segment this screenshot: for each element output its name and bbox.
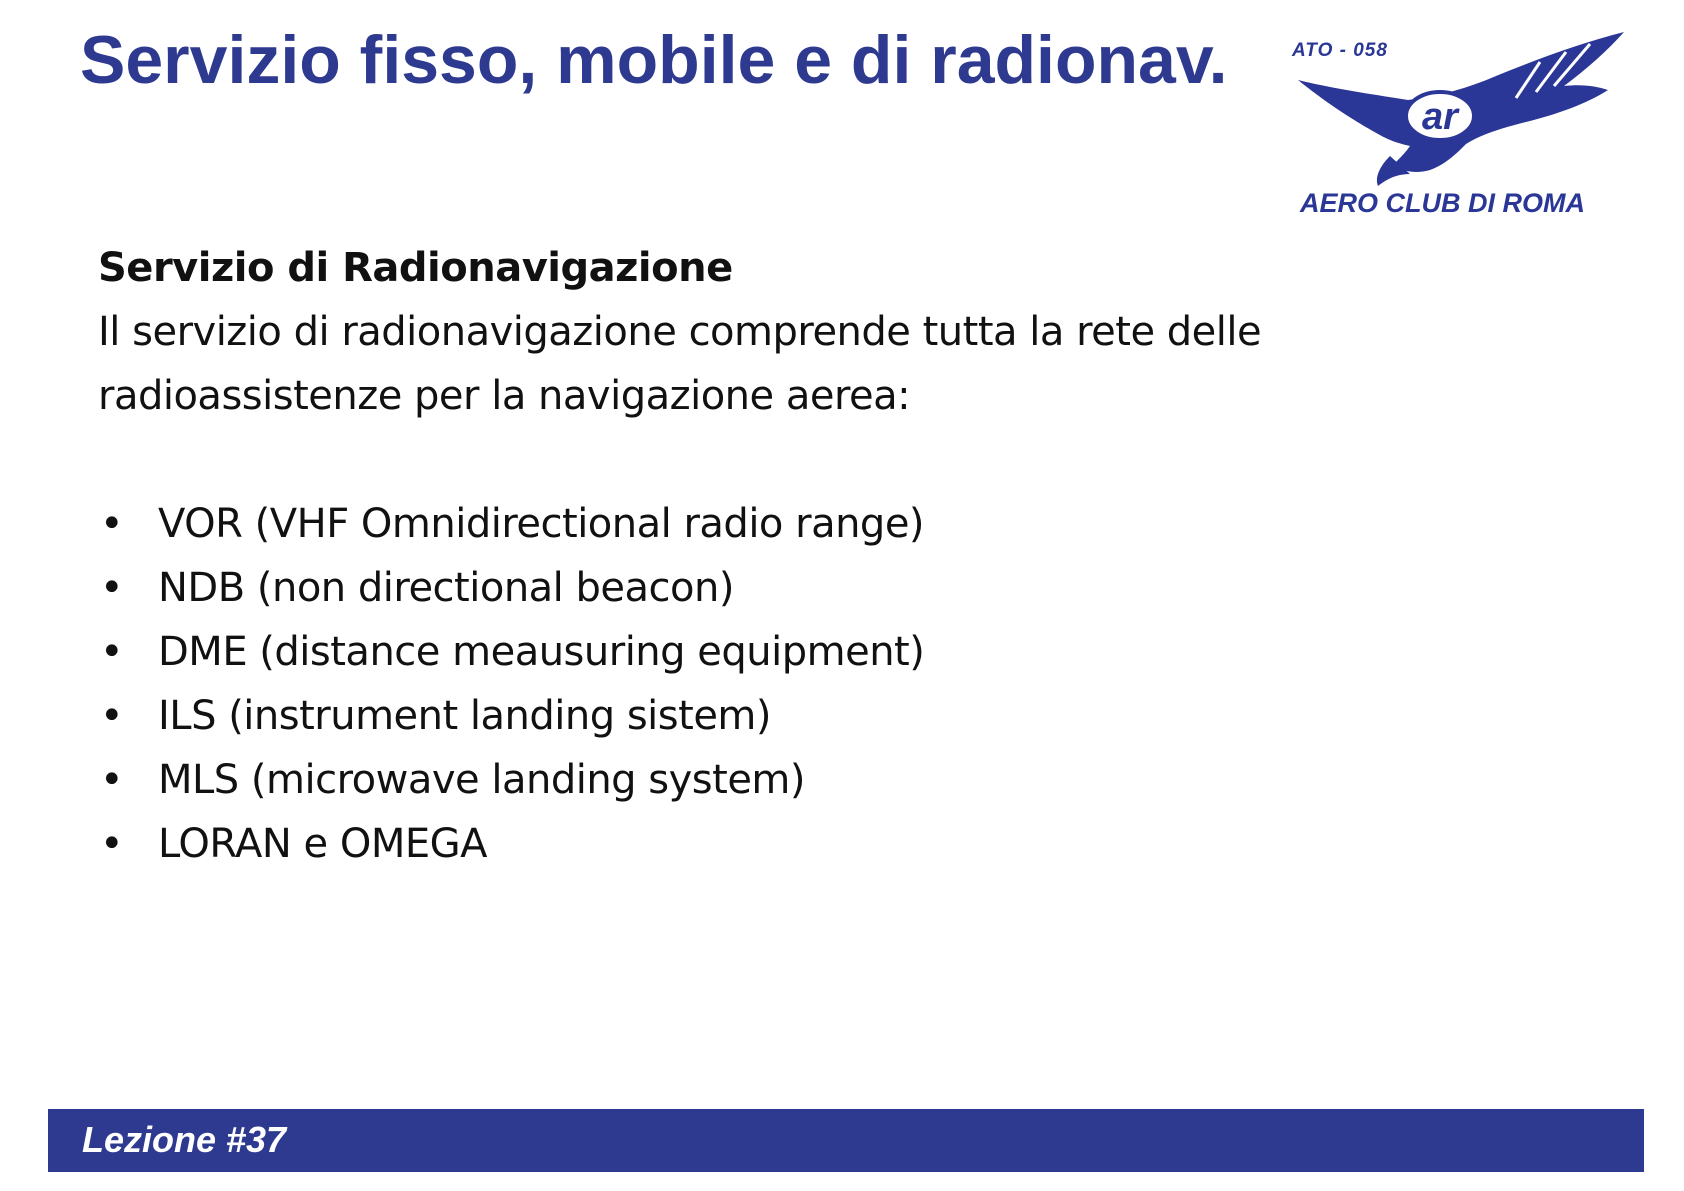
list-item-text: VOR (VHF Omnidirectional radio range): [158, 501, 925, 547]
logo-code: ATO - 058: [1292, 40, 1388, 61]
bullet-icon: •: [100, 629, 124, 675]
bullet-icon: •: [100, 821, 124, 867]
list-item-text: NDB (non directional beacon): [158, 565, 734, 611]
section-intro: Il servizio di radionavigazione comprende tutta la rete delle radioassistenze per la navigazione aerea:: [98, 309, 1262, 419]
list-item-text: DME (distance meausuring equipment): [158, 629, 925, 675]
list-item: [98, 684, 1558, 748]
list-item: [98, 812, 1558, 876]
footer-bar: [48, 1109, 1644, 1172]
list-item: [98, 492, 1558, 556]
list-item: [98, 620, 1558, 684]
list-item-text: ILS (instrument landing sistem): [158, 693, 771, 739]
bullet-icon: •: [100, 565, 124, 611]
slide-title: Servizio fisso, mobile e di radionav.: [80, 22, 1228, 98]
bullet-icon: •: [100, 757, 124, 803]
slide-content: [98, 236, 1558, 876]
section-heading: Servizio di Radionavigazione: [98, 245, 733, 291]
logo-monogram: ar: [1422, 96, 1458, 138]
logo-name: AERO CLUB DI ROMA: [1300, 188, 1585, 218]
lesson-label: Lezione #37: [82, 1119, 287, 1160]
list-item: [98, 748, 1558, 812]
bullet-icon: •: [100, 501, 124, 547]
list-item-text: MLS (microwave landing system): [158, 757, 805, 803]
bullet-icon: •: [100, 693, 124, 739]
list-item: [98, 556, 1558, 620]
bullet-list: [98, 492, 1558, 876]
list-item-text: LORAN e OMEGA: [158, 821, 487, 867]
